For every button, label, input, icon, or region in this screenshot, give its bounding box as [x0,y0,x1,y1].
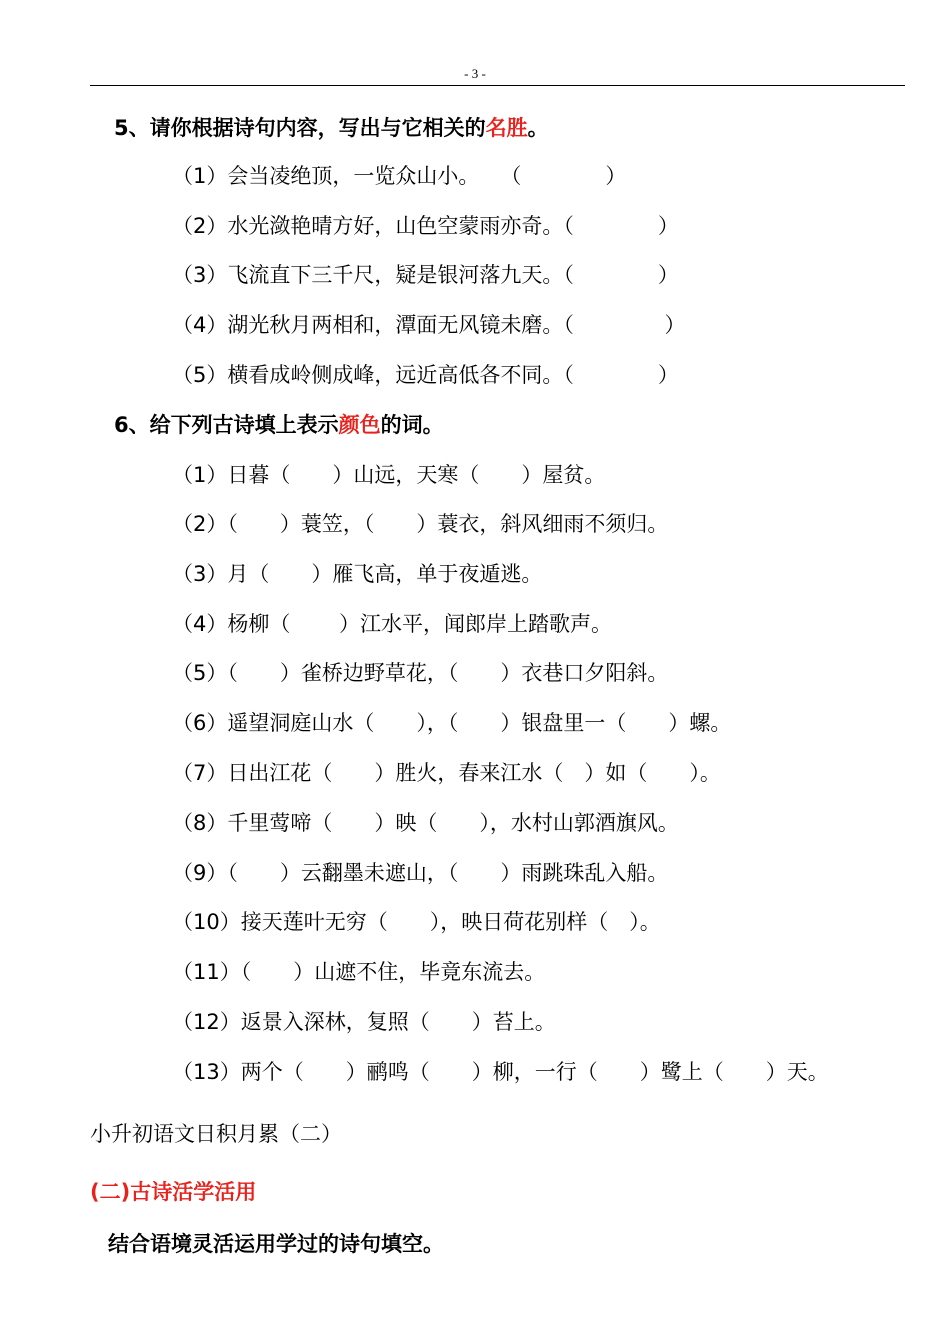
question-6-item-12: （12）返景入深林，复照（ ）苔上。 [172,1010,556,1034]
question-6-item-8: （8）千里莺啼（ ）映（ ），水村山郭酒旗风。 [172,811,679,835]
question-5-item-4: （4）湖光秋月两相和，潭面无风镜未磨。（ ） [172,313,686,337]
question-5-suffix: 。 [527,116,549,140]
question-6-item-2: （2）（ ）蓑笠，（ ）蓑衣，斜风细雨不须归。 [172,512,669,536]
question-5-title [114,112,549,142]
question-6-prefix: 6、给下列古诗填上表示 [114,413,339,437]
question-6-item-4: （4）杨柳（ ）江水平，闻郎岸上踏歌声。 [172,612,613,636]
subsection-title: (二)古诗活学活用 [90,1180,257,1204]
question-6-item-10: （10）接天莲叶无穷（ ），映日荷花别样（ ）。 [172,910,661,934]
header-rule [90,85,905,86]
question-5-prefix: 5、请你根据诗句内容，写出与它相关的 [114,116,486,140]
question-6-item-5: （5）（ ）雀桥边野草花，（ ）衣巷口夕阳斜。 [172,661,669,685]
question-6-item-1: （1）日暮（ ）山远，天寒（ ）屋贫。 [172,463,606,487]
question-6-item-9: （9）（ ）云翻墨未遮山，（ ）雨跳珠乱入船。 [172,861,669,885]
question-5-item-2: （2）水光潋艳晴方好，山色空蒙雨亦奇。（ ） [172,214,679,238]
page-number: - 3 - [464,66,486,81]
question-5-item-3: （3）飞流直下三千尺，疑是银河落九天。（ ） [172,263,679,287]
section-title: 小升初语文日积月累（二） [90,1122,342,1146]
question-6-item-13: （13）两个（ ）鹂鸣（ ）柳，一行（ ）鹭上（ ）天。 [172,1060,829,1084]
instruction-text: 结合语境灵活运用学过的诗句填空。 [108,1232,444,1256]
question-6-title [114,409,444,439]
question-5-highlight: 名胜 [485,116,528,140]
question-6-suffix: 的词。 [380,413,444,437]
question-6-highlight: 颜色 [338,413,381,437]
question-6-item-3: （3）月（ ）雁飞高，单于夜遁逃。 [172,562,543,586]
question-6-item-11: （11）（ ）山遮不住，毕竟东流去。 [172,960,546,984]
question-6-item-7: （7）日出江花（ ）胜火，春来江水（ ）如（ ）。 [172,761,721,785]
question-5-item-5: （5）横看成岭侧成峰，远近高低各不同。（ ） [172,363,679,387]
question-5-item-1: （1）会当凌绝顶，一览众山小。 （ ） [172,164,627,188]
question-6-item-6: （6）遥望洞庭山水（ ），（ ）银盘里一（ ）螺。 [172,711,732,735]
